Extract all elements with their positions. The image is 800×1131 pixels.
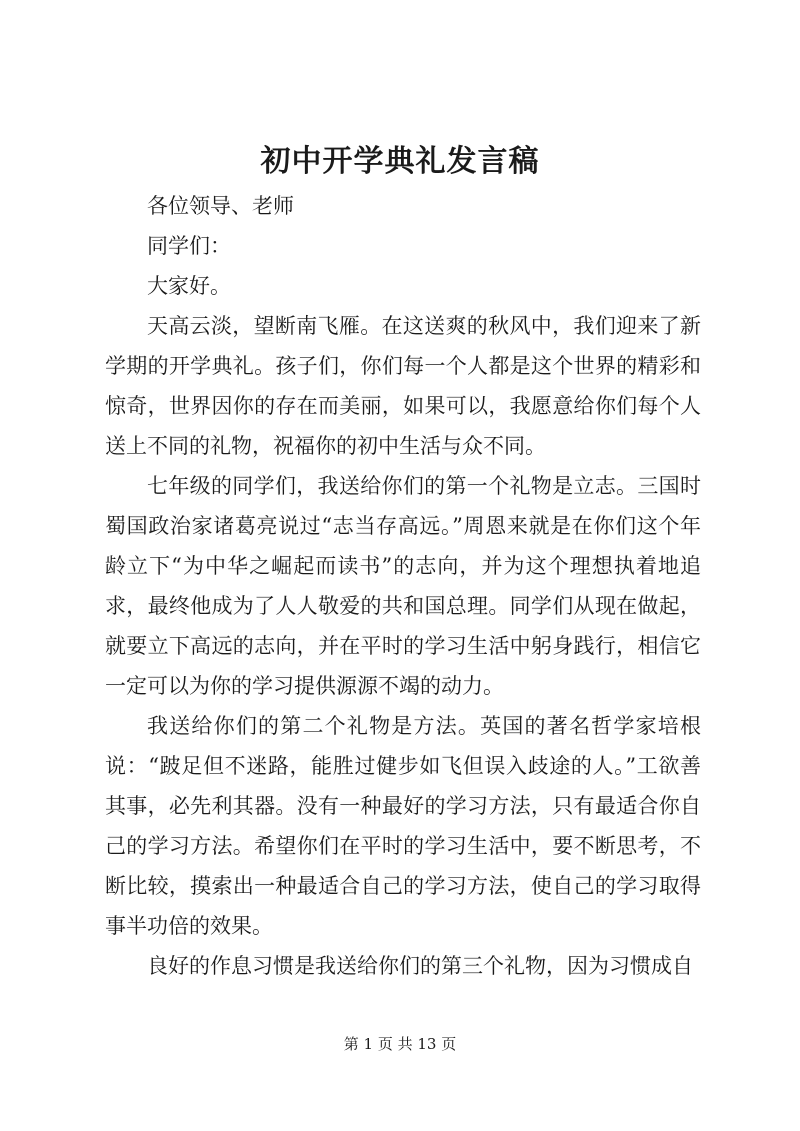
body-paragraph: 七年级的同学们，我送给你们的第一个礼物是立志。三国时蜀国政治家诸葛亮说过“志当存高远。”周恩来就是在你们这个年龄立下“为中华之崛起而读书”的志向，并为这个理想执着地追求，最终他成为了人人敬爱的共和国总理。同学们从现在做起，就要立下高远的志向，并在平时的学习生活中躬身践行，相信它一定可以为你的学习提供源源不竭的动力。: [105, 474, 701, 698]
page-number-footer: 第 1 页 共 13 页: [343, 1035, 457, 1053]
body-paragraph: 天高云淡，望断南飞雁。在这送爽的秋风中，我们迎来了新学期的开学典礼。孩子们，你们每一个人都是这个世界的精彩和惊奇，世界因你的存在而美丽，如果可以，我愿意给你们每个人送上不同的礼物，祝福你的初中生活与众不同。: [105, 314, 701, 458]
greeting-line: 大家好。: [147, 274, 231, 298]
salutation-line: 同学们：: [147, 234, 231, 258]
body-paragraph: 良好的作息习惯是我送给你们的第三个礼物，因为习惯成自: [147, 954, 693, 978]
body-paragraph: 我送给你们的第二个礼物是方法。英国的著名哲学家培根说：“跛足但不迷路，能胜过健步如飞但误入歧途的人。”工欲善其事，必先利其器。没有一种最好的学习方法，只有最适合你自己的学习方法。希望你们在平时的学习生活中，要不断思考，不断比较，摸索出一种最适合自己的学习方法，使自己的学习取得事半功倍的效果。: [105, 714, 701, 938]
salutation-line: 各位领导、老师: [147, 194, 294, 218]
document-title: 初中开学典礼发言稿: [260, 144, 540, 179]
document-body: [105, 186, 701, 986]
